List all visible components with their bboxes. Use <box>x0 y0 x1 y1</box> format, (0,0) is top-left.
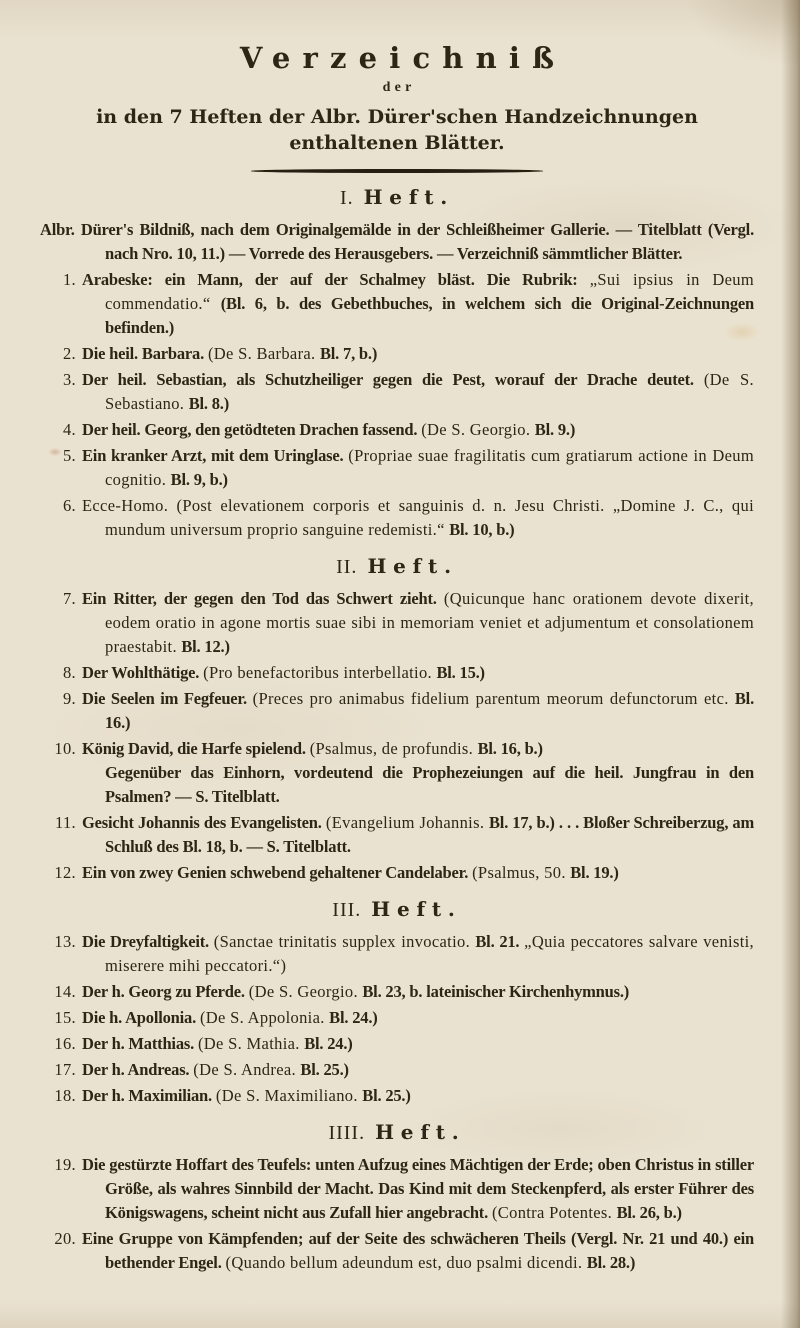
text-run-la: (Quando bellum adeundum est, duo psalmi dicendi. <box>225 1252 587 1272</box>
text-run-de: Bl. 8.) <box>188 393 230 413</box>
text-run-la: (De S. Appolonia. <box>199 1007 330 1027</box>
intro-paragraph <box>40 218 754 266</box>
item-number: 13. <box>54 931 76 951</box>
text-run-la: (Psalmus, 50. <box>472 862 571 882</box>
list-item <box>40 418 754 442</box>
list-item <box>40 980 754 1004</box>
text-run-la: (De S. Georgio. <box>421 419 535 439</box>
section-number: IIII. <box>328 1121 366 1144</box>
text-run-de: Bl. 24.) <box>304 1033 353 1053</box>
text-run-de: Bl. 15.) <box>436 662 485 682</box>
text-run-de: Bl. 9, b.) <box>170 469 228 489</box>
text-run-la: (De S. Sebastiano. <box>105 369 754 413</box>
text-run-de: Arabeske: ein Mann, der auf der Schalmey bläst. Die Rubrik: <box>82 269 590 289</box>
text-run-la: (Quicunque hanc orationem devote dixerit, eodem oratio in agone mortis suae sibi in memoriam veniet et adjumentum et consolationem praestabit. <box>105 588 754 656</box>
text-run-de: Die h. Apollonia. <box>82 1007 200 1027</box>
text-run-de: Die heil. Barbara. <box>82 343 208 363</box>
text-run-de: Ein kranker Arzt, mit dem Uringlase. <box>82 445 349 465</box>
item-number: 2. <box>62 343 76 363</box>
section-word: Heft. <box>367 553 458 578</box>
item-number: 15. <box>54 1007 76 1027</box>
item-number: 19. <box>54 1154 76 1174</box>
text-run-de: Gesicht Johannis des Evangelisten. <box>82 812 326 832</box>
item-number: 7. <box>62 588 76 608</box>
text-run-de: Bl. 16, b.) <box>477 738 543 758</box>
section-number: II. <box>336 555 358 578</box>
section-heading <box>40 897 754 922</box>
list-item <box>40 1153 754 1225</box>
text-run-de: Der Wohlthätige. <box>82 662 204 682</box>
text-run-de: Bl. 26, b.) <box>616 1202 682 1222</box>
text-run-de: Bl. 24.) <box>329 1007 378 1027</box>
item-number: 11. <box>54 812 76 832</box>
section-number: III. <box>332 898 362 921</box>
text-run-de: Der h. Andreas. <box>82 1059 194 1079</box>
list-item <box>40 444 754 492</box>
text-run-de: Der h. Maximilian. <box>82 1085 216 1105</box>
list-item <box>40 268 754 340</box>
item-number: 17. <box>54 1059 76 1079</box>
title-der: der <box>382 80 416 95</box>
text-run-de: Gegenüber das Einhorn, vordeutend die Prophezeiungen auf die heil. Jungfrau in den Psalmen? — S. Titelblatt. <box>105 762 754 806</box>
text-run-de: Bl. 12.) <box>181 636 230 656</box>
text-run-la: (Psalmus, de profundis. <box>309 738 478 758</box>
text-run-de: Bl. 25.) <box>362 1085 411 1105</box>
list-item <box>40 1032 754 1056</box>
section-word: Heft. <box>375 1119 466 1144</box>
text-run-de: Der h. Matthias. <box>82 1033 198 1053</box>
item-number: 6. <box>62 495 76 515</box>
text-run-de: Ein von zwey Genien schwebend gehaltener Candelaber. <box>82 862 473 882</box>
list-item <box>40 1006 754 1030</box>
text-run-de: Bl. 19.) <box>570 862 619 882</box>
text-run-de: Bl. 21. <box>475 931 525 951</box>
text-run-de: Albr. Dürer's Bildniß, nach dem Originalgemälde in der Schleißheimer Gallerie. — Titelblatt (Vergl. nach Nro. 10, 11.) — Vorrede des Herausgebers. — Verzeichniß sämmtlicher Blätter. <box>40 219 754 263</box>
section-word: Heft. <box>363 184 455 209</box>
list-item <box>40 737 754 809</box>
list-item <box>40 1227 754 1275</box>
item-number: 18. <box>54 1085 76 1105</box>
text-run-de: (Bl. 6, b. des Gebethbuches, in welchem sich die Original-Zeichnungen befinden.) <box>105 293 754 337</box>
text-run-de: Eine Gruppe von Kämpfenden; auf der Seite des schwächeren Theils (Vergl. Nr. 21 und 40.) ein bethender Engel. <box>82 1228 754 1272</box>
item-number: 12. <box>54 862 76 882</box>
item-number: 3. <box>62 369 76 389</box>
text-run-de: Der heil. Sebastian, als Schutzheiliger gegen die Pest, worauf der Drache deutet. <box>82 369 704 389</box>
text-run-la: „Quia peccatores salvare venisti, miserere mihi peccatori.“) <box>105 931 754 975</box>
text-run-de: Bl. 28.) <box>586 1252 636 1272</box>
item-number: 8. <box>62 662 76 682</box>
list-item <box>40 342 754 366</box>
item-number: 14. <box>54 981 76 1001</box>
list-item <box>40 587 754 659</box>
list-item <box>40 1058 754 1082</box>
text-run-la: (De S. Georgio. <box>248 981 363 1001</box>
item-number: 4. <box>62 419 76 439</box>
item-number: 20. <box>54 1228 76 1248</box>
text-run-de: Ein Ritter, der gegen den Tod das Schwert zieht. <box>82 588 444 608</box>
list-item <box>40 1084 754 1108</box>
text-run-la: (Sanctae trinitatis supplex invocatio. <box>213 931 476 951</box>
section-number: I. <box>339 186 354 209</box>
text-run-la: (De S. Barbara. <box>207 343 320 363</box>
list-item <box>40 687 754 735</box>
text-run-de: Bl. 10, b.) <box>449 519 515 539</box>
list-item <box>40 930 754 978</box>
list-item <box>40 811 754 859</box>
text-run-de: Bl. 17, b.) . . . Bloßer Schreiberzug, am Schluß des Bl. 18, b. — S. Titelblatt. <box>105 812 755 856</box>
section-heading <box>40 554 754 579</box>
item-number: 1. <box>62 269 76 289</box>
text-run-la: (De S. Mathia. <box>197 1033 305 1053</box>
text-run-de: Der h. Georg zu Pferde. <box>82 981 249 1001</box>
title-block <box>40 40 754 173</box>
page-title: Verzeichniß <box>239 41 567 75</box>
text-run-la: Ecce-Homo. (Post elevationem corporis et sanguinis d. n. Jesu Christi. „Domine J. C., qui mundum universum proprio sanguine redemisti.“ <box>82 495 754 539</box>
section-heading <box>40 185 754 210</box>
text-run-de: Bl. 23, b. lateinischer Kirchenhymnus.) <box>362 981 630 1001</box>
text-run-la: (De S. Andrea. <box>193 1059 301 1079</box>
text-run-de: Bl. 9.) <box>534 419 576 439</box>
list-item <box>40 368 754 416</box>
text-run-de: Der heil. Georg, den getödteten Drachen fassend. <box>82 419 422 439</box>
list-item <box>40 861 754 885</box>
text-run-de: Bl. 7, b.) <box>319 343 378 363</box>
list-item <box>40 494 754 542</box>
text-run-de: Bl. 25.) <box>300 1059 349 1079</box>
text-run-la: (Preces pro animabus fidelium parentum meorum defunctorum etc. <box>252 688 735 708</box>
index-listing <box>40 185 754 1275</box>
text-run-de: König David, die Harfe spielend. <box>82 738 310 758</box>
divider-rule <box>251 169 543 173</box>
text-run-la: „Sui ipsius in Deum commendatio.“ <box>105 269 754 313</box>
list-item <box>40 661 754 685</box>
item-number: 16. <box>54 1033 76 1053</box>
text-run-la: (Propriae suae fragilitatis cum gratiarum actione in Deum cognitio. <box>105 445 754 489</box>
text-run-de: Die gestürzte Hoffart des Teufels: unten Aufzug eines Mächtigen der Erde; oben Christus in stiller Größe, als wahres Sinnbild der Macht. Das Kind mit dem Steckenpferd, als erster Führer des Königswagens, scheint nicht aus Zufall hier angebracht. <box>82 1154 754 1222</box>
text-run-la: (Contra Potentes. <box>491 1202 617 1222</box>
page-subtitle: in den 7 Heften der Albr. Dürer'schen Handzeichnungen enthaltenen Blätter. <box>96 106 698 154</box>
item-number: 9. <box>62 688 76 708</box>
text-run-la: (De S. Maximiliano. <box>215 1085 363 1105</box>
text-run-la: (Pro benefactoribus interbellatio. <box>203 662 437 682</box>
text-run-de: Die Dreyfaltigkeit. <box>82 931 214 951</box>
item-number: 10. <box>54 738 76 758</box>
text-run-de: Bl. 16.) <box>105 688 754 732</box>
text-run-de: Die Seelen im Fegfeuer. <box>82 688 253 708</box>
text-run-la: (Evangelium Johannis. <box>325 812 489 832</box>
item-number: 5. <box>62 445 76 465</box>
section-word: Heft. <box>371 896 462 921</box>
section-heading <box>40 1120 754 1145</box>
